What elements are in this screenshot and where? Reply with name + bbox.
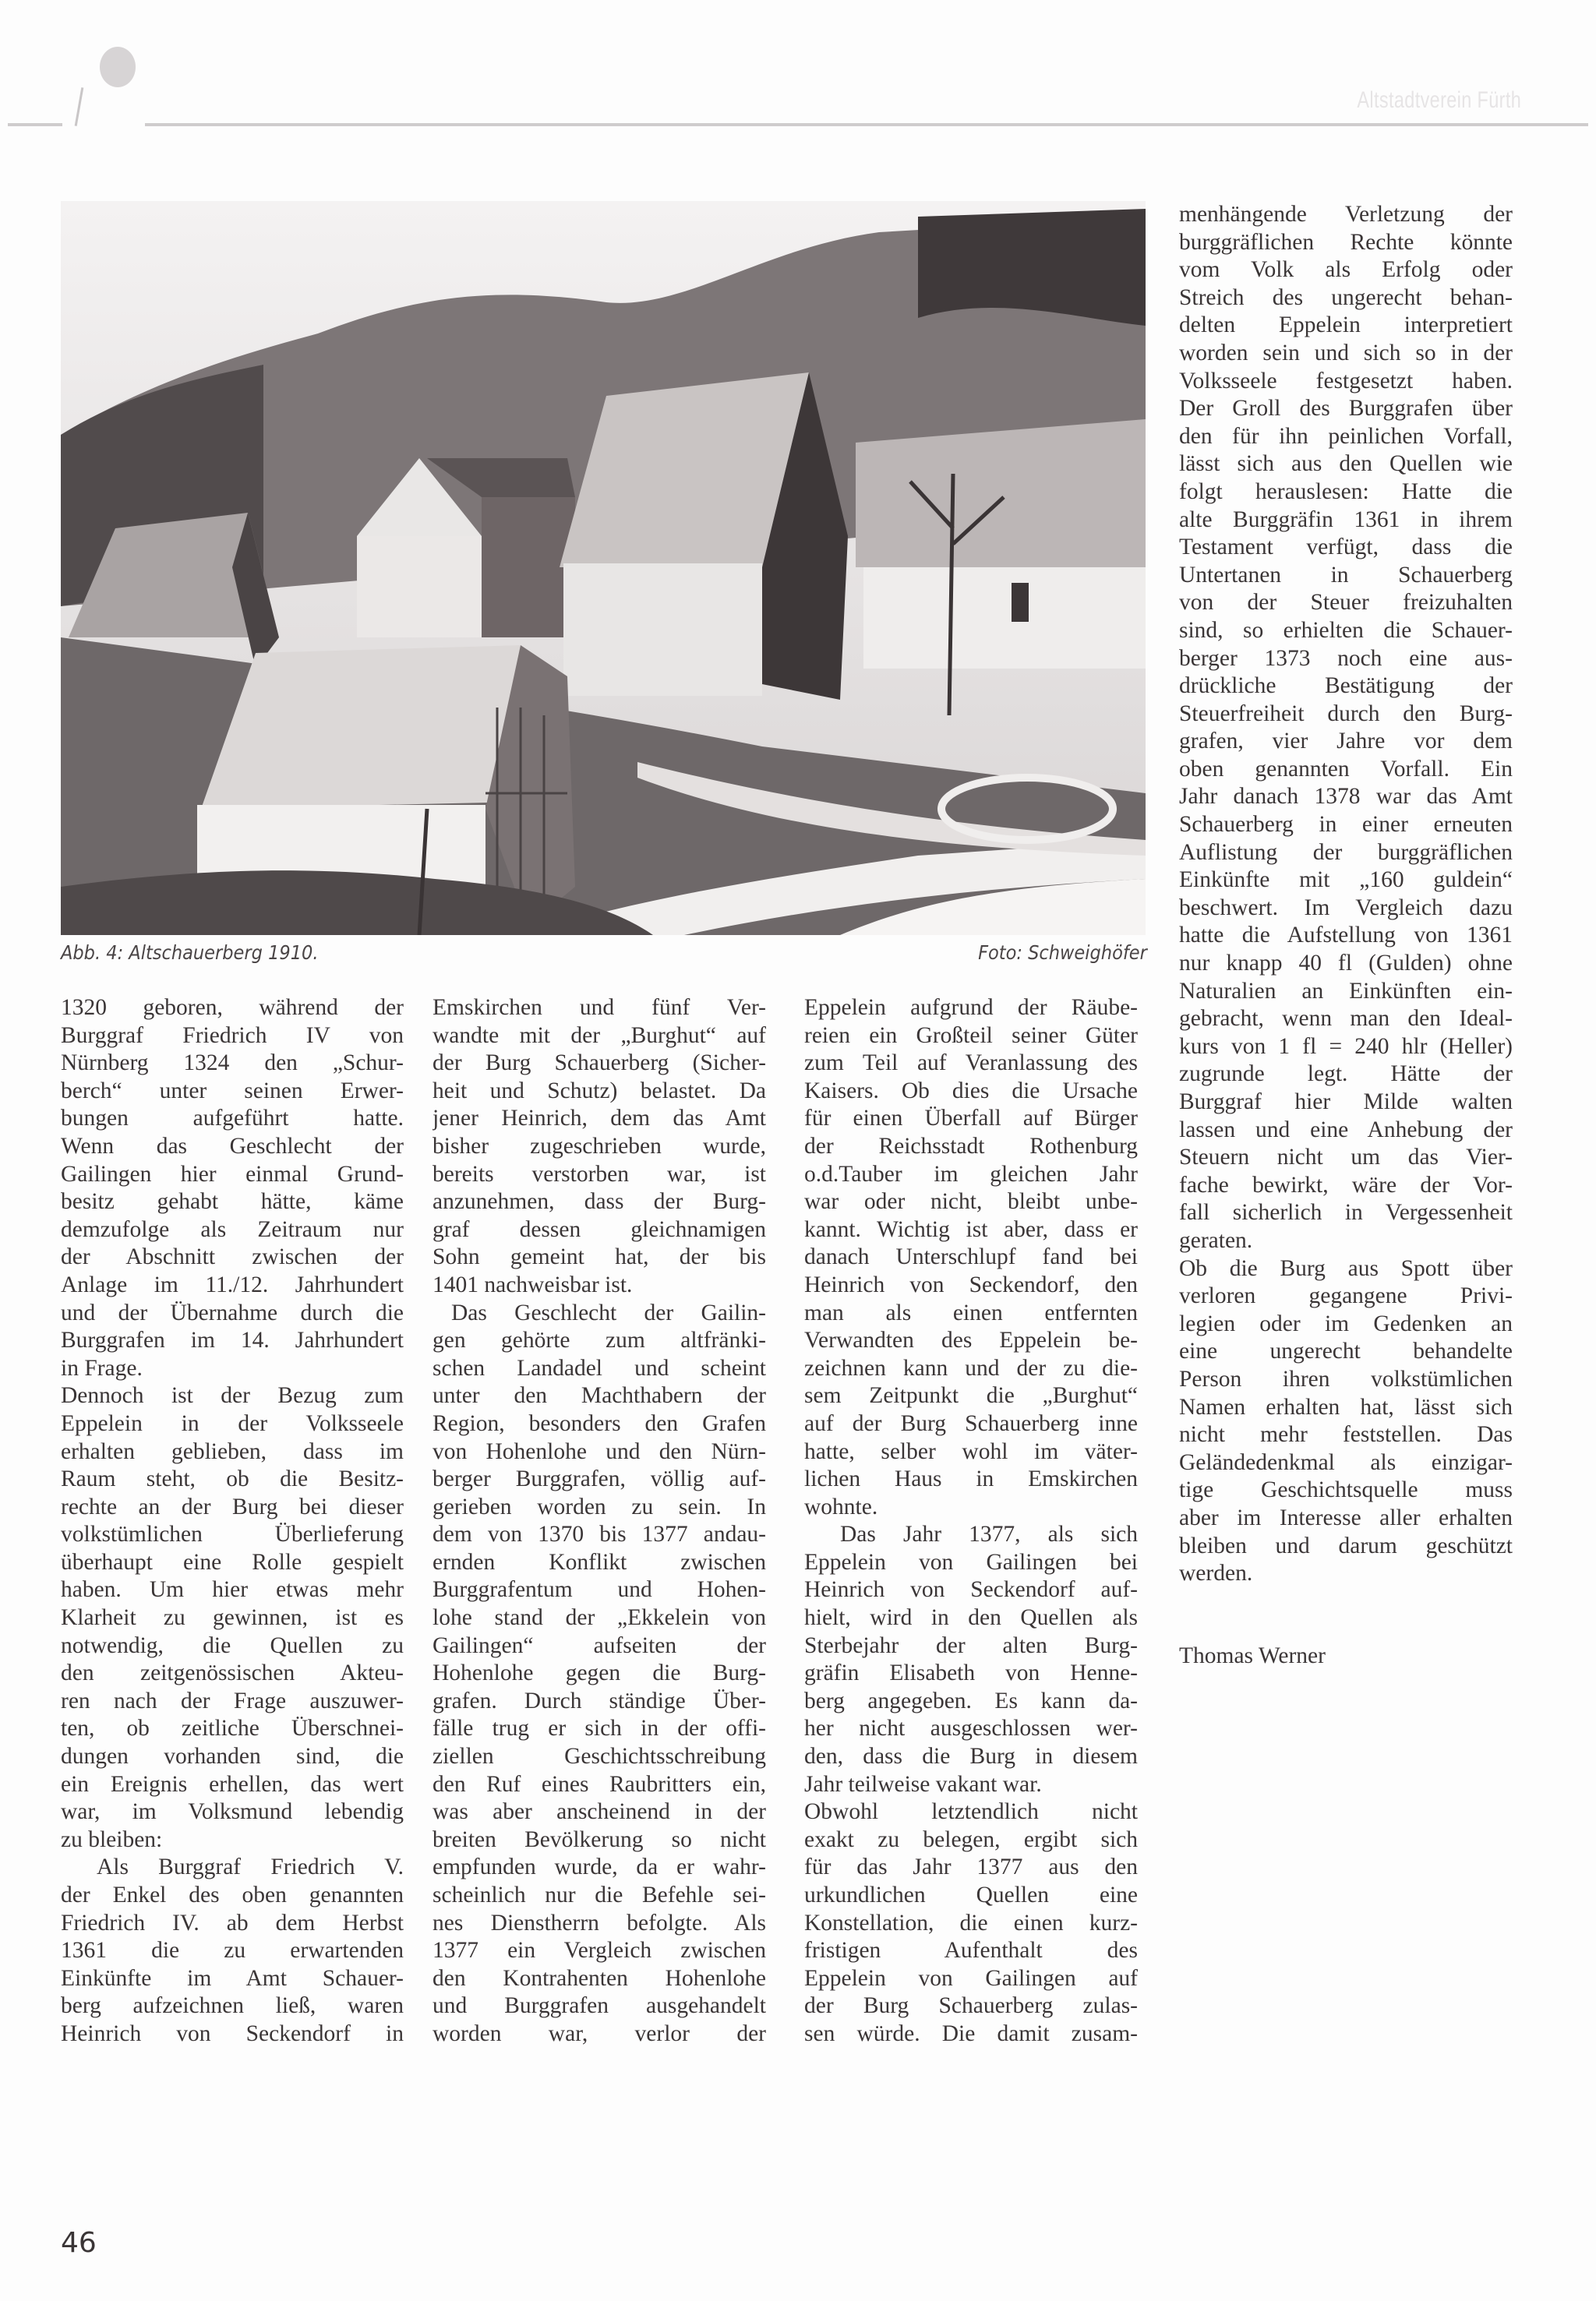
text-line: reien ein Großteil seiner Güter — [804, 1022, 1138, 1048]
text-line: urkundlichen Quellen eine — [804, 1883, 1138, 1908]
text-line: notwendig, die Quellen zu — [61, 1632, 404, 1658]
text-line: Heinrich von Seckendorf, den — [804, 1272, 1138, 1297]
text-line: lohe stand der „Ekkelein von — [433, 1605, 766, 1631]
text-line: man als einen entfernten — [804, 1300, 1138, 1325]
text-line: 1377 ein Vergleich zwischen — [433, 1938, 766, 1964]
text-line: Eppelein aufgrund der Räube- — [804, 995, 1138, 1020]
text-line: Das Geschlecht der Gailin- — [451, 1300, 766, 1325]
text-line: Der Groll des Burggrafen über — [1179, 396, 1513, 422]
text-line: her nicht ausgeschlossen wer- — [804, 1716, 1138, 1742]
text-line: Steuerfreiheit durch den Burg- — [1179, 701, 1513, 726]
text-line: Region, besonders den Grafen — [433, 1410, 766, 1436]
text-line: rechte an der Burg bei dieser — [61, 1494, 404, 1519]
text-line: berg angegeben. Es kann da- — [804, 1688, 1138, 1713]
text-line: folgt herauslesen: Hatte die — [1179, 478, 1513, 504]
text-line: lassen und eine Anhebung der — [1179, 1117, 1513, 1142]
text-line: o.d.Tauber im gleichen Jahr — [804, 1161, 1138, 1187]
text-line: hatte, selber wohl im väter- — [804, 1438, 1138, 1464]
text-line: delten Eppelein interpretiert — [1179, 312, 1513, 338]
text-line: Klarheit zu gewinnen, ist es — [61, 1605, 404, 1631]
paragraph — [1179, 201, 1513, 1255]
text-line: sem Zeitpunkt die „Burghut“ — [804, 1383, 1138, 1409]
text-line: alte Burggräfin 1361 in ihrem — [1179, 506, 1513, 532]
text-line: Wenn das Geschlecht der — [61, 1133, 404, 1159]
author-name: Thomas Werner — [1179, 1643, 1326, 1668]
text-line: exakt zu belegen, ergibt sich — [804, 1826, 1138, 1852]
text-line: den für ihn peinlichen Vorfall, — [1179, 423, 1513, 449]
paragraph — [61, 1382, 404, 1854]
text-line: grafen. Durch ständige Über- — [433, 1688, 766, 1713]
text-line: der Burg Schauerberg zulas- — [804, 1993, 1138, 2019]
paragraph — [804, 1521, 1138, 1798]
text-line: und Burggrafen ausgehandelt — [433, 1993, 766, 2019]
text-line: der Abschnitt zwischen der — [61, 1244, 404, 1270]
text-line: fristigen Aufenthalt des — [804, 1938, 1138, 1964]
text-line: Gailingen“ aufseiten der — [433, 1632, 766, 1658]
text-line: den, dass die Burg in diesem — [804, 1744, 1138, 1770]
text-line: danach Unterschlupf fand bei — [804, 1244, 1138, 1270]
text-line: Friedrich IV. ab dem Herbst — [61, 1910, 404, 1936]
text-line: erhalten geblieben, dass im — [61, 1438, 404, 1464]
text-column-3 — [804, 994, 1138, 2049]
text-line: berch“ unter seinen Erwer- — [61, 1078, 404, 1103]
text-line: Ob die Burg aus Spott über — [1179, 1255, 1513, 1281]
text-line: berg aufzeichnen ließ, waren — [61, 1993, 404, 2019]
text-line: besitz gehabt hätte, käme — [61, 1189, 404, 1215]
text-column-4 — [1179, 201, 1513, 1670]
text-line: dungen vorhanden sind, die — [61, 1744, 404, 1770]
photo-illustration — [61, 201, 1146, 935]
text-line: Sterbejahr der alten Burg- — [804, 1632, 1138, 1658]
figure-caption: Abb. 4: Altschauerberg 1910. — [61, 941, 319, 964]
text-line: beschwert. Im Vergleich dazu — [1179, 895, 1513, 920]
text-line: kannt. Wichtig ist aber, dass er — [804, 1216, 1138, 1242]
text-line: was aber anscheinend in der — [433, 1799, 766, 1825]
text-line: Namen erhalten hat, lässt sich — [1179, 1394, 1513, 1420]
text-line: Heinrich von Seckendorf in — [61, 2020, 404, 2046]
logo-stroke-decoration — [75, 87, 84, 126]
text-line: fälle trug er sich in der offi- — [433, 1716, 766, 1742]
text-line: ziellen Geschichtsschreibung — [433, 1744, 766, 1770]
text-line: sen würde. Die damit zusam- — [804, 2020, 1138, 2046]
text-line: Verwandten des Eppelein be- — [804, 1328, 1138, 1353]
text-line: empfunden wurde, da er wahr- — [433, 1855, 766, 1880]
text-line: Eppelein von Gailingen bei — [804, 1549, 1138, 1575]
text-line: lässt sich aus den Quellen wie — [1179, 451, 1513, 477]
text-line: demzufolge als Zeitraum nur — [61, 1216, 404, 1242]
text-line: breiten Bevölkerung so nicht — [433, 1826, 766, 1852]
text-line: von der Steuer freizuhalten — [1179, 590, 1513, 616]
text-line: Steuern nicht um das Vier- — [1179, 1145, 1513, 1170]
text-column-2 — [433, 994, 766, 2049]
text-line: fache bewirkt, wäre der Vor- — [1179, 1172, 1513, 1198]
text-line: 1361 die zu erwartenden — [61, 1938, 404, 1964]
text-line: Heinrich von Seckendorf auf- — [804, 1577, 1138, 1603]
paragraph — [61, 1854, 404, 2048]
paragraph — [804, 994, 1138, 1521]
text-line: von Hohenlohe und den Nürn- — [433, 1438, 766, 1464]
text-line: den Kontrahenten Hohenlohe — [433, 1965, 766, 1991]
text-line: bleiben und darum geschützt — [1179, 1533, 1513, 1558]
text-line: Dennoch ist der Bezug zum — [61, 1383, 404, 1409]
text-line: zu bleiben: — [61, 1826, 163, 1852]
text-line: Volksseele festgesetzt haben. — [1179, 368, 1513, 393]
text-line: Gailingen hier einmal Grund- — [61, 1161, 404, 1187]
text-line: wohnte. — [804, 1494, 878, 1519]
circle-logo-icon — [100, 47, 136, 87]
text-line: nicht mehr feststellen. Das — [1179, 1422, 1513, 1448]
text-line: graf dessen gleichnamigen — [433, 1216, 766, 1242]
text-line: für einen Überfall auf Bürger — [804, 1106, 1138, 1131]
text-line: Kaisers. Ob dies die Ursache — [804, 1078, 1138, 1103]
text-line: berger 1373 noch eine aus- — [1179, 645, 1513, 671]
text-line: Auflistung der burggräflichen — [1179, 839, 1513, 865]
text-line: überhaupt eine Rolle gespielt — [61, 1549, 404, 1575]
text-line: berger Burggrafen, völlig auf- — [433, 1466, 766, 1492]
text-line: unter den Machthabern der — [433, 1383, 766, 1409]
text-line: in Frage. — [61, 1355, 143, 1381]
text-line: geraten. — [1179, 1227, 1253, 1253]
text-line: Einkünfte mit „160 guldein“ — [1179, 867, 1513, 893]
text-line: bisher zugeschrieben wurde, — [433, 1133, 766, 1159]
paragraph — [1179, 1255, 1513, 1588]
text-line: Konstellation, die einen kurz- — [804, 1910, 1138, 1936]
text-line: Person ihren volkstümlichen — [1179, 1366, 1513, 1392]
text-line: sind, so erhielten die Schauer- — [1179, 617, 1513, 643]
text-line: burggräflichen Rechte könnte — [1179, 229, 1513, 255]
text-line: legien oder im Gedenken an — [1179, 1311, 1513, 1336]
text-line: Hohenlohe gegen die Burg- — [433, 1660, 766, 1686]
text-line: ein Ereignis erhellen, das wert — [61, 1771, 404, 1797]
text-line: Burggrafen im 14. Jahrhundert — [61, 1328, 404, 1353]
text-line: drückliche Bestätigung der — [1179, 673, 1513, 699]
text-line: aber im Interesse aller erhalten — [1179, 1505, 1513, 1530]
text-line: Naturalien an Einkünften ein- — [1179, 978, 1513, 1004]
text-line: tige Geschichtsquelle muss — [1179, 1477, 1513, 1503]
text-line: zugrunde legt. Hätte der — [1179, 1061, 1513, 1087]
text-line: scheinlich nur die Befehle sei- — [433, 1883, 766, 1908]
text-line: Testament verfügt, dass die — [1179, 535, 1513, 560]
text-line: nur knapp 40 fl (Gulden) ohne — [1179, 951, 1513, 976]
text-line: zum Teil auf Veranlassung des — [804, 1050, 1138, 1076]
text-line: verloren gegangene Privi- — [1179, 1283, 1513, 1309]
text-line: Anlage im 11./12. Jahrhundert — [61, 1272, 404, 1297]
text-line: jener Heinrich, dem das Amt — [433, 1106, 766, 1131]
text-line: auf der Burg Schauerberg inne — [804, 1410, 1138, 1436]
text-line: dem von 1370 bis 1377 andau- — [433, 1522, 766, 1548]
text-line: gebracht, wenn man den Ideal- — [1179, 1006, 1513, 1032]
text-line: oben genannten Vorfall. Ein — [1179, 756, 1513, 782]
text-line: worden war, verlor der — [433, 2020, 766, 2046]
text-line: worden sein und sich so in der — [1179, 340, 1513, 365]
text-line: Obwohl letztendlich nicht — [804, 1799, 1138, 1825]
text-line: ren nach der Frage auszuwer- — [61, 1688, 404, 1713]
text-line: fall sicherlich in Vergessenheit — [1179, 1200, 1513, 1226]
text-line: kurs von 1 fl = 240 hlr (Heller) — [1179, 1033, 1513, 1059]
text-line: bereits verstorben war, ist — [433, 1161, 766, 1187]
text-line: der Enkel des oben genannten — [61, 1883, 404, 1908]
text-line: grafen, vier Jahre vor dem — [1179, 729, 1513, 754]
text-line: der Reichsstadt Rothenburg — [804, 1133, 1138, 1159]
village-photo — [61, 201, 1146, 935]
text-line: den Ruf eines Raubritters ein, — [433, 1771, 766, 1797]
text-line: haben. Um hier etwas mehr — [61, 1577, 404, 1603]
text-line: Als Burggraf Friedrich V. — [97, 1855, 404, 1880]
text-line: und der Übernahme durch die — [61, 1300, 404, 1325]
text-line: gen gehörte zum altfränki- — [433, 1328, 766, 1353]
text-line: ten, ob zeitliche Überschnei- — [61, 1716, 404, 1742]
text-line: heit und Schutz) belastet. Da — [433, 1078, 766, 1103]
header-rule-left — [8, 123, 62, 126]
text-column-1 — [61, 994, 404, 2049]
paragraph — [804, 1798, 1138, 2048]
text-line: Raum steht, ob die Besitz- — [61, 1466, 404, 1492]
text-line: Sohn gemeint hat, der bis — [433, 1244, 766, 1270]
text-line: Burggrafentum und Hohen- — [433, 1577, 766, 1603]
text-line: 1320 geboren, während der — [61, 995, 404, 1020]
text-line: Eppelein in der Volksseele — [61, 1410, 404, 1436]
text-line: den zeitgenössischen Akteu- — [61, 1660, 404, 1686]
text-line: bungen aufgeführt hatte. — [61, 1106, 404, 1131]
text-line: Das Jahr 1377, als sich — [840, 1522, 1138, 1548]
text-line: 1401 nachweisbar ist. — [433, 1272, 633, 1297]
text-line: eine ungerecht behandelte — [1179, 1339, 1513, 1364]
text-line: Emskirchen und fünf Ver- — [433, 995, 766, 1020]
paragraph — [61, 994, 404, 1382]
text-line: Jahr danach 1378 war das Amt — [1179, 784, 1513, 810]
text-line: Untertanen in Schauerberg — [1179, 562, 1513, 588]
text-line: hatte die Aufstellung von 1361 — [1179, 923, 1513, 948]
text-line: lichen Haus in Emskirchen — [804, 1466, 1138, 1492]
text-line: Einkünfte im Amt Schauer- — [61, 1965, 404, 1991]
figure-credit: Foto: Schweighöfer — [978, 941, 1147, 964]
text-line: schen Landadel und scheint — [433, 1355, 766, 1381]
header-publisher: Altstadtverein Fürth — [1357, 87, 1521, 113]
text-line: gerieben worden zu sein. In — [433, 1494, 766, 1519]
text-line: war, im Volksmund lebendig — [61, 1799, 404, 1825]
text-line: werden. — [1179, 1561, 1253, 1586]
text-line: hielt, wird in den Quellen als — [804, 1605, 1138, 1631]
text-line: gräfin Elisabeth von Henne- — [804, 1660, 1138, 1686]
text-line: Geländedenkmal als einzigar- — [1179, 1449, 1513, 1475]
text-line: ernden Konflikt zwischen — [433, 1549, 766, 1575]
text-line: Burggraf Friedrich IV von — [61, 1022, 404, 1048]
text-line: nes Dienstherrn befolgte. Als — [433, 1910, 766, 1936]
text-line: vom Volk als Erfolg oder — [1179, 257, 1513, 283]
paragraph — [433, 1300, 766, 2049]
text-line: Nürnberg 1324 den „Schur- — [61, 1050, 404, 1076]
text-line: volkstümlichen Überlieferung — [61, 1522, 404, 1548]
paragraph — [433, 994, 766, 1300]
header-rule — [145, 123, 1588, 126]
page-number: 46 — [61, 2227, 97, 2259]
text-line: Streich des ungerecht behan- — [1179, 284, 1513, 310]
text-line: Schauerberg in einer erneuten — [1179, 812, 1513, 838]
text-line: war oder nicht, bleibt unbe- — [804, 1189, 1138, 1215]
text-line: anzunehmen, dass der Burg- — [433, 1189, 766, 1215]
text-line: Eppelein von Gailingen auf — [804, 1965, 1138, 1991]
text-line: Burggraf hier Milde walten — [1179, 1089, 1513, 1114]
text-line: menhängende Verletzung der — [1179, 202, 1513, 227]
text-line: der Burg Schauerberg (Sicher- — [433, 1050, 766, 1076]
text-line: wandte mit der „Burghut“ auf — [433, 1022, 766, 1048]
text-line: zeichnen kann und der zu die- — [804, 1355, 1138, 1381]
text-line: für das Jahr 1377 aus den — [804, 1855, 1138, 1880]
text-line: Jahr teilweise vakant war. — [804, 1771, 1042, 1797]
